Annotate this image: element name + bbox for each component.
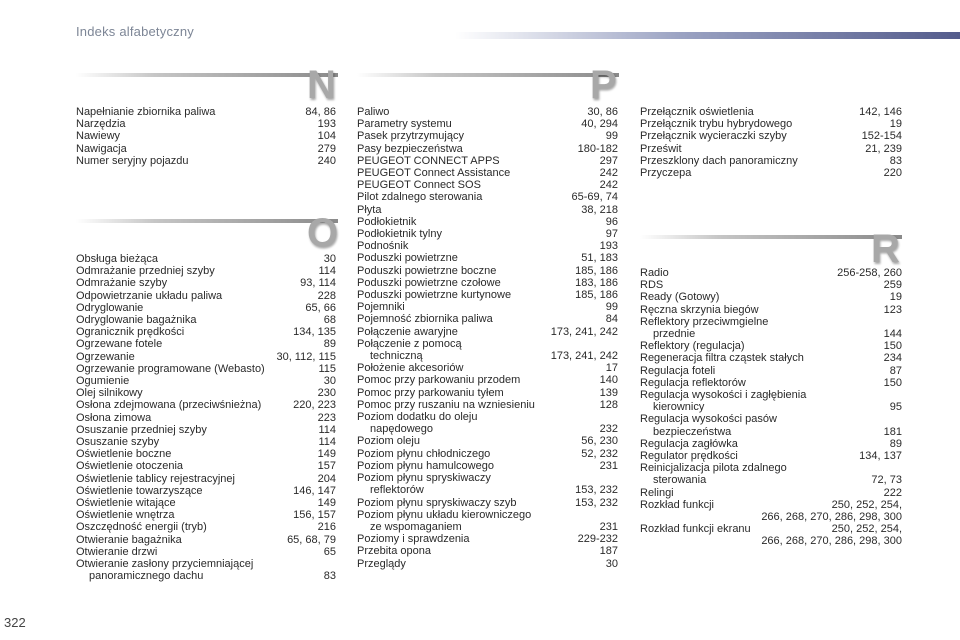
index-entry-pages: 30, 86	[587, 106, 618, 118]
index-entry-term: RDS	[640, 279, 664, 292]
index-entry	[76, 265, 336, 277]
index-entry	[76, 326, 336, 338]
index-entry-pages: 134, 137	[859, 450, 902, 463]
index-entry-pages: 232	[599, 423, 618, 436]
index-entry-pages: 96	[605, 215, 618, 228]
index-entry	[76, 118, 336, 130]
index-entry	[357, 533, 618, 545]
index-entry-pages: 99	[605, 301, 618, 314]
index-entry	[76, 399, 336, 411]
index-entry-heading: Reflektory przeciwmgielne	[640, 315, 769, 328]
index-entry-pages: 128	[599, 398, 618, 411]
index-entry-term: Oszczędność energii (tryb)	[76, 521, 207, 534]
index-entry-pages: 187	[599, 545, 618, 558]
index-entry	[76, 302, 336, 314]
index-entry-term: Osłona zimowa	[76, 411, 152, 424]
index-entry	[357, 216, 618, 228]
index-entry	[640, 279, 902, 291]
index-entry-term: Rozkład funkcji ekranu	[640, 523, 751, 536]
index-entry-pages: 83	[889, 154, 902, 167]
index-entry	[640, 130, 902, 142]
index-entry-term: Osłona zdejmowana (przeciwśnieżna)	[76, 399, 262, 412]
index-entry-term: Oświetlenie boczne	[76, 448, 172, 461]
index-entry	[357, 399, 618, 411]
index-entry-pages: 153, 232	[575, 484, 618, 497]
index-entry-pages: 297	[599, 154, 618, 167]
index-entry-term: Poziom płynu hamulcowego	[357, 459, 494, 472]
index-entry-pages: 30	[323, 253, 336, 265]
index-entry-term: Ogranicznik prędkości	[76, 326, 185, 339]
index-entry-pages: 114	[318, 423, 336, 436]
index-entry	[76, 106, 336, 118]
index-list-n	[76, 106, 336, 167]
index-entry-term: Odmrażanie szyby	[76, 277, 168, 290]
index-entry-term: Regulacja reflektorów	[640, 376, 746, 389]
index-entry	[640, 340, 902, 352]
index-entry-pages: 84	[605, 313, 618, 326]
index-entry	[640, 143, 902, 155]
index-entry-term: Obsługa bieżąca	[76, 253, 158, 265]
index-entry-term: Przełącznik wycieraczki szyby	[640, 130, 787, 143]
index-entry-pages: 19	[889, 291, 902, 304]
index-entry-pages: 234	[883, 352, 902, 365]
index-entry	[357, 497, 618, 509]
index-entry-term: Prześwit	[640, 142, 682, 155]
section-letter-n: N	[307, 63, 336, 107]
index-entry	[76, 363, 336, 375]
page-number: 322	[4, 615, 26, 630]
index-entry	[640, 377, 902, 389]
index-entry-pages: 95	[889, 401, 902, 414]
index-entry-heading: Poziom dodatku do oleju	[357, 411, 478, 424]
index-entry-term: Odmrażanie przedniej szyby	[76, 265, 215, 278]
index-entry	[640, 352, 902, 364]
index-entry	[76, 436, 336, 448]
index-entry-pages: 144	[883, 328, 902, 341]
index-entry-term: Pasek przytrzymujący	[357, 130, 464, 143]
index-entry-pages: 140	[599, 374, 618, 387]
index-entry	[640, 438, 902, 450]
index-entry-term: Przełącznik trybu hybrydowego	[640, 118, 793, 131]
index-entry	[76, 546, 336, 558]
index-entry-term: Ogrzewanie	[76, 350, 135, 363]
index-entry-term: Pomoc przy parkowaniu tyłem	[357, 386, 504, 399]
index-entry-term: Połączenie awaryjne	[357, 325, 458, 338]
index-entry-term: Ogrzewane fotele	[76, 338, 163, 351]
index-entry	[357, 265, 618, 277]
index-entry-pages: 173, 241, 242	[550, 325, 618, 338]
index-entry-pages: 30, 112, 115	[276, 350, 336, 363]
index-entry-term: Poduszki powietrzne	[357, 252, 458, 265]
index-entry-pages: 114	[318, 265, 336, 278]
index-entry	[357, 301, 618, 313]
index-entry-term: bezpieczeństwa	[653, 425, 732, 438]
index-entry-term: Poziom oleju	[357, 435, 420, 448]
index-entry-term: Reflektory (regulacja)	[640, 340, 745, 353]
index-entry-term: Podłokietnik	[357, 215, 417, 228]
index-entry-pages: 185, 186	[575, 289, 618, 302]
index-entry-pages: 40, 294	[581, 118, 618, 131]
section-letter-o: O	[307, 211, 339, 255]
index-entry	[640, 499, 902, 511]
index-entry-term: Radio	[640, 267, 669, 279]
section-bar-n	[76, 73, 338, 77]
index-entry-pages: 68	[323, 314, 336, 327]
index-entry-pages: 229-232	[577, 533, 618, 546]
index-entry	[357, 313, 618, 325]
index-entry-term: Pomoc przy ruszaniu na wzniesieniu	[357, 398, 535, 411]
index-entry-term: Numer seryjny pojazdu	[76, 154, 189, 167]
index-entry-pages-continued: 266, 268, 270, 286, 298, 300	[761, 511, 902, 524]
index-entry	[357, 460, 618, 472]
index-entry	[640, 365, 902, 377]
index-entry-term: Pasy bezpieczeństwa	[357, 142, 463, 155]
index-entry-heading: Regulacja wysokości pasów	[640, 413, 777, 426]
index-entry-term: Poduszki powietrzne boczne	[357, 264, 497, 277]
index-entry-term: Przeszklony dach panoramiczny	[640, 154, 798, 167]
index-entry-term: Relingi	[640, 486, 674, 499]
index-entry-term: Pomoc przy parkowaniu przodem	[357, 374, 521, 387]
index-entry-pages: 17	[605, 362, 618, 375]
index-entry-term: PEUGEOT CONNECT APPS	[357, 154, 500, 167]
index-entry-term: Poziom płynu chłodniczego	[357, 447, 491, 460]
index-entry-pages: 204	[317, 472, 336, 485]
index-entry	[76, 485, 336, 497]
index-entry-term: Narzędzia	[76, 118, 126, 131]
index-entry	[640, 450, 902, 462]
index-entry-pages: 83	[323, 570, 336, 583]
index-entry	[640, 426, 902, 438]
index-entry-term: Parametry systemu	[357, 118, 452, 131]
index-entry-term: Otwieranie drzwi	[76, 545, 158, 558]
index-entry-pages: 104	[317, 130, 336, 143]
index-entry-term: Regeneracja filtra cząstek stałych	[640, 352, 804, 365]
index-entry	[76, 338, 336, 350]
index-entry-pages: 150	[883, 340, 902, 353]
section-bar-r	[640, 235, 902, 239]
index-list-o	[76, 253, 336, 582]
index-entry	[76, 155, 336, 167]
index-entry-term: Poduszki powietrzne czołowe	[357, 276, 501, 289]
index-entry-heading: Poziom płynu układu kierowniczego	[357, 508, 532, 521]
index-entry-term: Odryglowanie bagażnika	[76, 314, 197, 327]
index-entry	[76, 351, 336, 363]
index-entry-pages: 19	[889, 118, 902, 131]
index-entry-pages: 153, 232	[575, 496, 618, 509]
index-entry-term: Oświetlenie otoczenia	[76, 460, 184, 473]
index-entry-pages: 228	[317, 289, 336, 302]
index-entry-pages-continued: 266, 268, 270, 286, 298, 300	[761, 535, 902, 548]
index-entry	[357, 167, 618, 179]
index-entry-heading: Połączenie z pomocą	[357, 337, 462, 350]
index-entry	[357, 240, 618, 252]
index-entry-pages: 250, 252, 254,	[831, 523, 902, 536]
index-entry-term: Przeglądy	[357, 557, 406, 570]
index-entry-pages: 279	[317, 142, 336, 155]
index-entry	[76, 424, 336, 436]
index-entry-term: Regulacja foteli	[640, 364, 716, 377]
index-entry-term: Płyta	[357, 203, 382, 216]
index-entry-term: Olej silnikowy	[76, 387, 143, 400]
index-entry	[76, 277, 336, 289]
index-entry	[640, 167, 902, 179]
index-entry-pages: 220, 223	[293, 399, 336, 412]
index-entry-term: Poziomy i sprawdzenia	[357, 533, 470, 546]
index-entry-heading: Reinicjalizacja pilota zdalnego	[640, 462, 787, 475]
index-entry-pages: 84, 86	[305, 106, 336, 118]
index-entry	[357, 130, 618, 142]
index-entry	[76, 460, 336, 472]
index-entry-pages: 216	[317, 521, 336, 534]
index-entry	[640, 401, 902, 413]
index-entry-term: Ręczna skrzynia biegów	[640, 303, 759, 316]
index-entry	[357, 106, 618, 118]
index-list-p	[357, 106, 618, 570]
index-entry-pages: 93, 114	[300, 277, 336, 290]
index-entry	[357, 484, 618, 496]
index-entry-pages: 89	[889, 437, 902, 450]
index-entry-pages: 56, 230	[581, 435, 618, 448]
index-entry-term: PEUGEOT Connect Assistance	[357, 167, 511, 180]
index-entry-pages: 97	[605, 228, 618, 241]
index-entry-term: Nawiewy	[76, 130, 121, 143]
section-letter-p: P	[590, 63, 617, 107]
index-entry-pages: 181	[883, 425, 902, 438]
index-entry-pages: 157	[317, 460, 336, 473]
index-entry-term: przednie	[653, 328, 696, 341]
index-entry-pages: 183, 186	[575, 276, 618, 289]
index-entry	[357, 277, 618, 289]
index-entry	[357, 118, 618, 130]
index-entry	[76, 375, 336, 387]
index-entry	[76, 290, 336, 302]
index-entry	[640, 106, 902, 118]
index-entry-pages: 65	[323, 545, 336, 558]
index-entry-term: Przełącznik oświetlenia	[640, 106, 754, 118]
index-entry-pages: 65-69, 74	[571, 191, 618, 204]
index-entry-term: Podnośnik	[357, 240, 409, 253]
index-entry-term: Regulator prędkości	[640, 450, 738, 463]
index-entry-pages: 223	[317, 411, 336, 424]
index-entry	[76, 570, 336, 582]
index-entry-term: Oświetlenie tablicy rejestracyjnej	[76, 472, 235, 485]
index-entry-pages: 256-258, 260	[837, 267, 902, 279]
index-entry-pages: 65, 68, 79	[287, 533, 336, 546]
index-entry-pages: 51, 183	[581, 252, 618, 265]
index-entry-term: ze wspomaganiem	[370, 520, 462, 533]
index-entry-pages: 38, 218	[581, 203, 618, 216]
index-entry-term: Pojemniki	[357, 301, 405, 314]
index-entry-term: Oświetlenie wnętrza	[76, 509, 175, 522]
index-entry	[357, 545, 618, 557]
index-entry	[640, 474, 902, 486]
index-entry-pages: 89	[323, 338, 336, 351]
index-entry	[76, 143, 336, 155]
index-entry	[76, 521, 336, 533]
index-entry	[76, 497, 336, 509]
index-entry	[357, 435, 618, 447]
index-entry-term: Oświetlenie witające	[76, 497, 176, 510]
index-entry	[357, 204, 618, 216]
index-entry	[357, 326, 618, 338]
index-entry-pages: 240	[317, 154, 336, 167]
index-entry	[640, 487, 902, 499]
index-entry-pages: 115	[318, 362, 336, 375]
index-entry-pages: 149	[317, 448, 336, 461]
index-entry-pages: 72, 73	[871, 474, 902, 487]
index-entry-pages: 30	[605, 557, 618, 570]
index-entry-pages: 123	[883, 303, 902, 316]
page-header-title: Indeks alfabetyczny	[76, 24, 194, 39]
index-entry-pages: 114	[318, 436, 336, 449]
index-entry-pages: 180-182	[577, 142, 618, 155]
index-entry	[357, 558, 618, 570]
index-entry	[357, 179, 618, 191]
index-entry	[357, 143, 618, 155]
index-entry	[357, 228, 618, 240]
index-entry-term: PEUGEOT Connect SOS	[357, 179, 481, 192]
index-entry	[357, 374, 618, 386]
index-entry-term: Położenie akcesoriów	[357, 362, 464, 375]
index-entry-pages: 193	[599, 240, 618, 253]
index-entry-pages: 193	[317, 118, 336, 131]
index-entry-pages: 152-154	[861, 130, 902, 143]
index-entry-term: Odpowietrzanie układu paliwa	[76, 289, 223, 302]
index-entry	[76, 387, 336, 399]
index-entry-pages: 231	[599, 520, 618, 533]
index-entry-pages: 259	[883, 279, 902, 292]
index-entry	[357, 387, 618, 399]
index-entry-term: Poduszki powietrzne kurtynowe	[357, 289, 512, 302]
index-entry-pages: 134, 135	[293, 326, 336, 339]
index-entry-term: Podłokietnik tylny	[357, 228, 442, 241]
index-entry-term: napędowego	[370, 423, 434, 436]
index-entry-term: Osuszanie szyby	[76, 436, 160, 449]
index-entry-term: techniczną	[370, 350, 423, 363]
index-entry-term: Paliwo	[357, 106, 390, 118]
index-entry-term: Osuszanie przedniej szyby	[76, 423, 207, 436]
index-entry	[357, 155, 618, 167]
index-entry-pages: 65, 66	[305, 301, 336, 314]
index-entry	[640, 523, 902, 535]
index-entry	[76, 130, 336, 142]
index-entry-pages: 231	[599, 459, 618, 472]
header-rule	[455, 32, 960, 39]
index-entry-pages: 142, 146	[859, 106, 902, 118]
index-entry	[357, 289, 618, 301]
index-entry-pages: 150	[883, 376, 902, 389]
index-entry-pages: 146, 147	[293, 484, 336, 497]
index-entry-term: Odryglowanie	[76, 301, 144, 314]
index-entry-pages: 139	[599, 386, 618, 399]
index-entry-pages: 230	[317, 387, 336, 400]
index-entry-pages: 156, 157	[293, 509, 336, 522]
index-entry-term: kierownicy	[653, 401, 705, 414]
index-entry-term: Ogumienie	[76, 375, 130, 388]
index-entry	[76, 473, 336, 485]
index-entry-pages: 222	[883, 486, 902, 499]
index-entry	[640, 267, 902, 279]
index-list-r	[640, 267, 902, 548]
section-bar-p	[357, 73, 619, 77]
index-entry-pages: 149	[317, 497, 336, 510]
index-list-p-continued	[640, 106, 902, 179]
index-entry	[640, 291, 902, 303]
index-entry-pages: 250, 252, 254,	[831, 498, 902, 511]
index-entry	[357, 252, 618, 264]
index-entry-term: reflektorów	[370, 484, 424, 497]
index-entry	[76, 412, 336, 424]
index-entry-pages: 242	[599, 179, 618, 192]
index-entry-term: Nawigacja	[76, 142, 127, 155]
index-entry-pages: 242	[599, 167, 618, 180]
index-entry-pages: 173, 241, 242	[550, 350, 618, 363]
index-entry-term: Ogrzewanie programowane (Webasto)	[76, 362, 265, 375]
index-entry-term: sterowania	[653, 474, 707, 487]
index-entry-term: panoramicznego dachu	[89, 570, 204, 583]
index-entry	[640, 155, 902, 167]
index-entry-term: Poziom płynu spryskiwaczy szyb	[357, 496, 517, 509]
index-entry-term: Napełnianie zbiornika paliwa	[76, 106, 216, 118]
index-entry	[357, 191, 618, 203]
index-entry-term: Regulacja zagłówka	[640, 437, 738, 450]
index-entry-heading: Regulacja wysokości i zagłębienia	[640, 389, 807, 402]
index-entry-pages: 52, 232	[581, 447, 618, 460]
index-entry-pages: 87	[889, 364, 902, 377]
index-entry	[640, 118, 902, 130]
index-entry-term: Przyczepa	[640, 167, 692, 180]
index-entry-pages: 220	[883, 167, 902, 180]
index-entry-term: Oświetlenie towarzyszące	[76, 484, 203, 497]
index-entry-term: Pilot zdalnego sterowania	[357, 191, 483, 204]
index-entry	[76, 448, 336, 460]
index-entry-heading: Poziom płynu spryskiwaczy	[357, 472, 491, 485]
index-entry	[357, 448, 618, 460]
index-entry-term: Rozkład funkcji	[640, 498, 714, 511]
index-entry	[357, 521, 618, 533]
index-entry	[357, 362, 618, 374]
index-entry	[76, 253, 336, 265]
index-entry-term: Przebita opona	[357, 545, 431, 558]
section-letter-r: R	[871, 227, 900, 271]
index-entry-pages: 185, 186	[575, 264, 618, 277]
index-entry	[76, 509, 336, 521]
section-bar-o	[76, 219, 338, 223]
index-entry-term: Ready (Gotowy)	[640, 291, 720, 304]
index-entry	[640, 304, 902, 316]
index-entry	[357, 423, 618, 435]
index-entry-pages: 99	[605, 130, 618, 143]
index-entry	[640, 328, 902, 340]
index-entry	[76, 534, 336, 546]
index-entry	[76, 314, 336, 326]
index-entry-pages: 30	[323, 375, 336, 388]
index-entry-pages: 21, 239	[865, 142, 902, 155]
index-entry-term: Pojemność zbiornika paliwa	[357, 313, 493, 326]
index-entry	[357, 350, 618, 362]
index-entry-heading: Otwieranie zasłony przyciemniającej	[76, 558, 254, 571]
index-entry-term: Otwieranie bagażnika	[76, 533, 182, 546]
